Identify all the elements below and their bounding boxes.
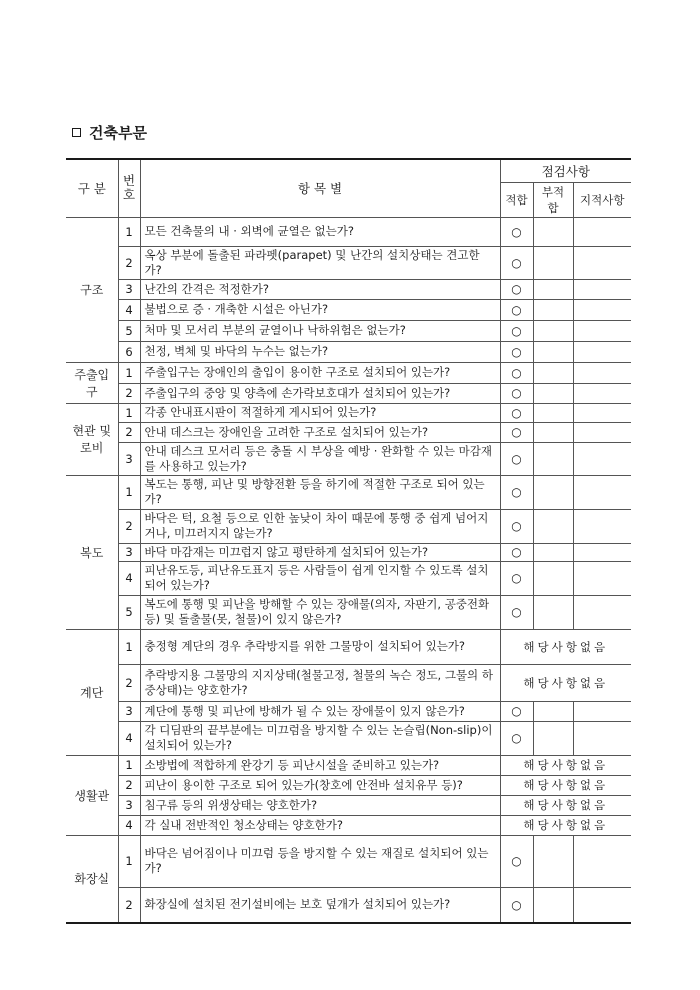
header-remarks: 지적사항 [573,182,631,217]
unsuitable-cell [533,595,573,629]
table-row [66,721,631,755]
category-cell: 주출입구 [66,362,118,403]
table-row [66,422,631,442]
unsuitable-cell [533,442,573,475]
remarks-cell [573,320,631,341]
suitable-mark: ○ [500,887,533,923]
item-text: 피난이 용이한 구조로 되어 있는가(창호에 안전바 설치유무 등)? [140,775,500,795]
item-number: 3 [118,701,140,721]
unsuitable-cell [533,246,573,279]
header-number-line2: 호 [122,187,136,203]
not-applicable-cell: 해당사항없음 [500,795,631,815]
item-number: 4 [118,815,140,835]
category-cell: 복도 [66,475,118,629]
unsuitable-cell [533,383,573,403]
item-text: 안내 데스크는 장애인을 고려한 구조로 설치되어 있는가? [140,422,500,442]
unsuitable-cell [533,217,573,246]
item-text: 충정형 계단의 경우 추락방지를 위한 그물망이 설치되어 있는가? [140,629,500,664]
category-cell: 화장실 [66,835,118,923]
suitable-mark: ○ [500,701,533,721]
item-number: 4 [118,721,140,755]
item-number: 3 [118,279,140,299]
suitable-mark: ○ [500,509,533,543]
suitable-mark: ○ [500,561,533,595]
table-row [66,815,631,835]
item-number: 1 [118,629,140,664]
item-text: 모든 건축물의 내 · 외벽에 균열은 없는가? [140,217,500,246]
item-text: 각 디딤판의 끝부분에는 미끄럼을 방지할 수 있는 논슬립(Non-slip)이 설치되어 있는가? [140,721,500,755]
item-number: 5 [118,320,140,341]
item-number: 2 [118,383,140,403]
header-items: 항 목 별 [140,159,500,217]
remarks-cell [573,383,631,403]
suitable-mark: ○ [500,475,533,509]
unsuitable-cell [533,279,573,299]
item-text: 옥상 부분에 돌출된 파라펫(parapet) 및 난간의 설치상태는 견고한가? [140,246,500,279]
suitable-mark: ○ [500,299,533,320]
item-text: 침구류 등의 위생상태는 양호한가? [140,795,500,815]
table-row [66,403,631,422]
item-number: 3 [118,543,140,561]
remarks-cell [573,362,631,383]
item-number: 6 [118,341,140,362]
item-number: 2 [118,422,140,442]
item-text: 피난유도등, 피난유도표지 등은 사람들이 쉽게 인지할 수 있도록 설치되어 있는가? [140,561,500,595]
unsuitable-cell [533,509,573,543]
table-row [66,835,631,887]
item-text: 추락방지용 그물망의 지지상태(철물고정, 철물의 녹슨 정도, 그물의 하중상태)는 양호한가? [140,664,500,701]
table-row [66,887,631,923]
suitable-mark: ○ [500,835,533,887]
remarks-cell [573,299,631,320]
not-applicable-cell: 해당사항없음 [500,664,631,701]
unsuitable-cell [533,887,573,923]
item-text: 각종 안내표시판이 적절하게 게시되어 있는가? [140,403,500,422]
table-row [66,509,631,543]
unsuitable-cell [533,362,573,383]
remarks-cell [573,543,631,561]
header-inspection: 점검사항 [500,159,631,182]
remarks-cell [573,279,631,299]
not-applicable-cell: 해당사항없음 [500,815,631,835]
remarks-cell [573,595,631,629]
header-category: 구 분 [66,159,118,217]
square-bullet-icon [72,128,81,137]
item-number: 1 [118,362,140,383]
table-row [66,795,631,815]
unsuitable-cell [533,320,573,341]
checklist-body [66,217,631,923]
table-row [66,279,631,299]
table-row [66,629,631,664]
suitable-mark: ○ [500,279,533,299]
remarks-cell [573,422,631,442]
table-row [66,217,631,246]
table-row [66,299,631,320]
remarks-cell [573,341,631,362]
suitable-mark: ○ [500,320,533,341]
item-number: 1 [118,403,140,422]
table-row [66,341,631,362]
header-unsuitable: 부적합 [533,182,573,217]
unsuitable-cell [533,422,573,442]
suitable-mark: ○ [500,422,533,442]
item-number: 2 [118,887,140,923]
unsuitable-cell [533,561,573,595]
category-cell: 현관 및 로비 [66,403,118,475]
suitable-mark: ○ [500,403,533,422]
table-row [66,775,631,795]
suitable-mark: ○ [500,362,533,383]
item-text: 천정, 벽체 및 바닥의 누수는 없는가? [140,341,500,362]
header-suitable: 적합 [500,182,533,217]
header-number [118,159,140,217]
item-number: 2 [118,664,140,701]
item-number: 2 [118,246,140,279]
table-row [66,543,631,561]
item-number: 1 [118,217,140,246]
table-row [66,595,631,629]
suitable-mark: ○ [500,543,533,561]
header-number-line1: 번 [122,173,136,189]
table-row [66,320,631,341]
suitable-mark: ○ [500,341,533,362]
remarks-cell [573,509,631,543]
not-applicable-cell: 해당사항없음 [500,629,631,664]
table-row [66,475,631,509]
section-title: 건축부문 [89,124,147,142]
item-text: 난간의 간격은 적정한가? [140,279,500,299]
item-number: 4 [118,561,140,595]
unsuitable-cell [533,299,573,320]
remarks-cell [573,475,631,509]
remarks-cell [573,835,631,887]
table-row [66,362,631,383]
item-text: 소방법에 적합하게 완강기 등 피난시설을 준비하고 있는가? [140,755,500,775]
category-cell: 구조 [66,217,118,362]
item-text: 바닥 마감재는 미끄럽지 않고 평탄하게 설치되어 있는가? [140,543,500,561]
table-row [66,442,631,475]
item-number: 4 [118,299,140,320]
table-row [66,246,631,279]
item-text: 복도에 통행 및 피난을 방해할 수 있는 장애물(의자, 자판기, 공중전화 등) 및 돌출물(못, 철물)이 있지 않은가? [140,595,500,629]
item-number: 1 [118,835,140,887]
table-row [66,701,631,721]
unsuitable-cell [533,341,573,362]
table-row [66,664,631,701]
item-text: 주출입구의 중앙 및 양측에 손가락보호대가 설치되어 있는가? [140,383,500,403]
item-number: 5 [118,595,140,629]
remarks-cell [573,887,631,923]
item-text: 처마 및 모서리 부분의 균열이나 낙하위험은 없는가? [140,320,500,341]
suitable-mark: ○ [500,383,533,403]
category-cell: 생활관 [66,755,118,835]
item-text: 바닥은 넘어짐이나 미끄럼 등을 방지할 수 있는 재질로 설치되어 있는가? [140,835,500,887]
suitable-mark: ○ [500,595,533,629]
item-number: 3 [118,795,140,815]
section-heading [72,122,147,143]
not-applicable-cell: 해당사항없음 [500,755,631,775]
unsuitable-cell [533,403,573,422]
remarks-cell [573,561,631,595]
unsuitable-cell [533,475,573,509]
not-applicable-cell: 해당사항없음 [500,775,631,795]
remarks-cell [573,721,631,755]
item-number: 1 [118,475,140,509]
item-text: 화장실에 설치된 전기설비에는 보호 덮개가 설치되어 있는가? [140,887,500,923]
item-number: 3 [118,442,140,475]
suitable-mark: ○ [500,442,533,475]
unsuitable-cell [533,835,573,887]
remarks-cell [573,403,631,422]
inspection-checklist-table [66,158,631,924]
item-text: 주출입구는 장애인의 출입이 용이한 구조로 설치되어 있는가? [140,362,500,383]
table-row [66,755,631,775]
item-number: 2 [118,509,140,543]
category-cell: 계단 [66,629,118,755]
item-text: 각 실내 전반적인 청소상태는 양호한가? [140,815,500,835]
item-text: 복도는 통행, 피난 및 방향전환 등을 하기에 적절한 구조로 되어 있는가? [140,475,500,509]
item-text: 바닥은 턱, 요철 등으로 인한 높낮이 차이 때문에 통행 중 쉽게 넘어지거나, 미끄러지지 않는가? [140,509,500,543]
suitable-mark: ○ [500,217,533,246]
item-text: 안내 데스크 모서리 등은 충돌 시 부상을 예방 · 완화할 수 있는 마감재를 사용하고 있는가? [140,442,500,475]
remarks-cell [573,442,631,475]
item-text: 불법으로 증 · 개축한 시설은 아닌가? [140,299,500,320]
table-row [66,383,631,403]
remarks-cell [573,217,631,246]
unsuitable-cell [533,701,573,721]
suitable-mark: ○ [500,246,533,279]
item-number: 2 [118,775,140,795]
unsuitable-cell [533,543,573,561]
unsuitable-cell [533,721,573,755]
remarks-cell [573,246,631,279]
item-number: 1 [118,755,140,775]
table-row [66,561,631,595]
remarks-cell [573,701,631,721]
item-text: 계단에 통행 및 피난에 방해가 될 수 있는 장애물이 있지 않은가? [140,701,500,721]
suitable-mark: ○ [500,721,533,755]
